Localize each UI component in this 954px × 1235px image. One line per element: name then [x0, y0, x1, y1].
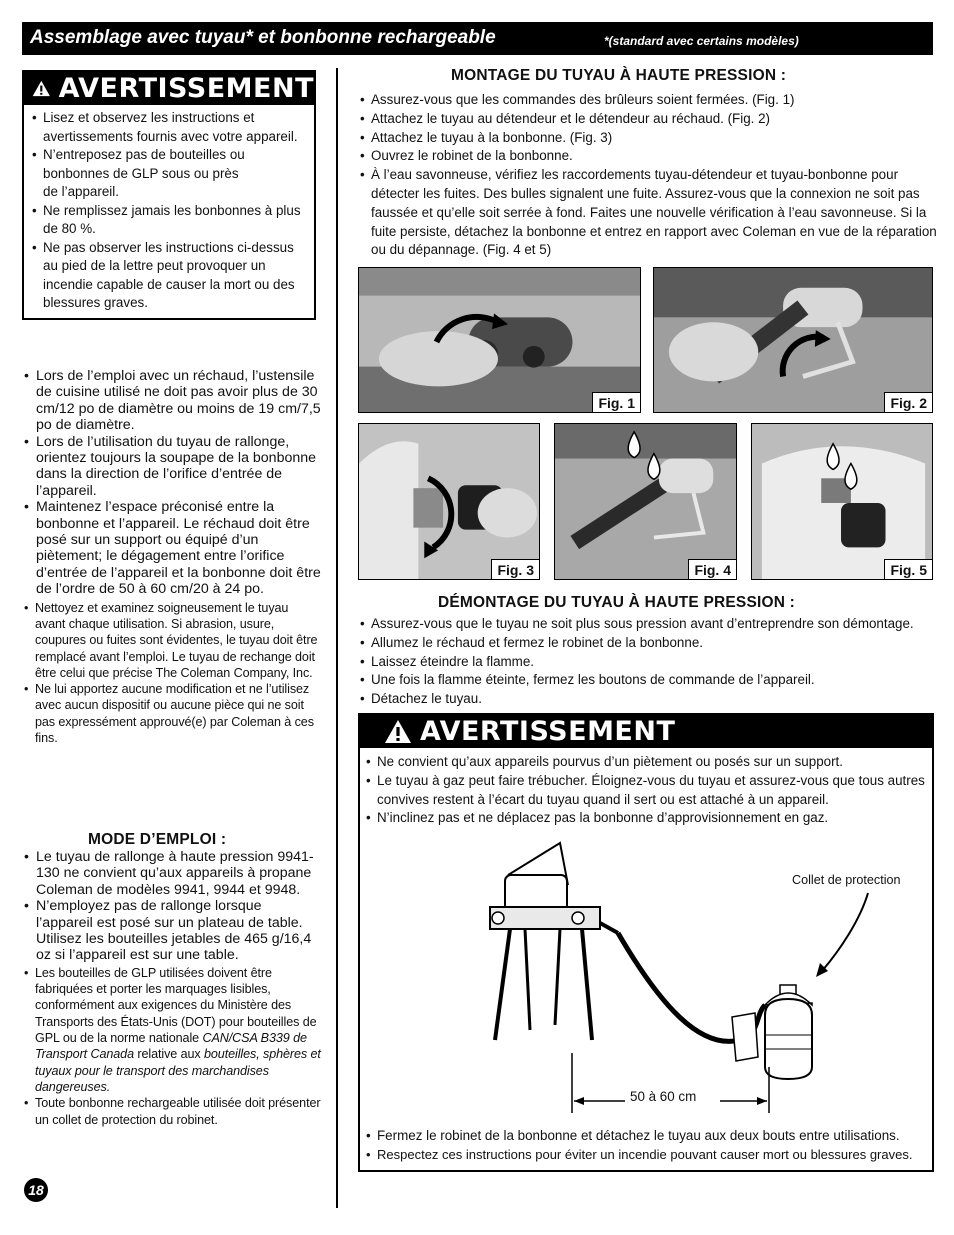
distance-label: 50 à 60 cm [630, 1089, 697, 1104]
list-item: • Ne lui apportez aucune modification et ne l’utilisez avec aucun dispositif ou aucune pièce qui ne soit pas expressément approuvé(e) par Coleman à ces fins. [22, 681, 322, 746]
list-item: • Ne remplissez jamais les bonbonnes à plus de 80 %. [30, 202, 308, 239]
left-bullets [22, 368, 322, 746]
list-item: • Assurez-vous que les commandes des brûleurs soient fermées. (Fig. 1) [358, 91, 938, 110]
list-item: • Le tuyau de rallonge à haute pression 9941-130 ne convient qu’aux appareils à propane Coleman de modèles 9941, 9944 et 9948. [22, 849, 322, 898]
list-item [22, 965, 322, 1095]
list-item: • Ne pas observer les instructions ci-dessus au pied de la lettre peut provoquer un incendie capable de causer la mort ou des blessures graves. [30, 239, 308, 313]
regulator-illustration [654, 268, 932, 412]
list-item: • Lisez et observez les instructions et avertissements fournis avec votre appareil. [30, 109, 308, 146]
warning-box-left [22, 70, 316, 320]
tank-connection-illustration [359, 424, 539, 579]
leak-check-tank-illustration [752, 424, 932, 579]
callout-collet: Collet de protection [792, 873, 901, 887]
list-item: • N’inclinez pas et ne déplacez pas la bonbonne d’approvisionnement en gaz. [364, 809, 926, 828]
montage-title: MONTAGE DU TUYAU À HAUTE PRESSION : [451, 67, 787, 84]
list-item: • Ouvrez le robinet de la bonbonne. [358, 147, 938, 166]
demontage-title: DÉMONTAGE DU TUYAU À HAUTE PRESSION : [438, 594, 796, 611]
list-item: • Attachez le tuyau au détendeur et le détendeur au réchaud. (Fig. 2) [358, 110, 938, 129]
list-item: • Allumez le réchaud et fermez le robinet de la bonbonne. [358, 634, 938, 653]
fig-4-label: Fig. 4 [688, 559, 736, 579]
figure-2-photo [653, 267, 933, 413]
list-item: • Toute bonbonne rechargeable utilisée doit présenter un collet de protection du robinet. [22, 1095, 322, 1128]
warning-box-right [358, 713, 934, 1172]
warning-triangle-icon [32, 76, 51, 101]
list-item: • Lors de l’emploi avec un réchaud, l’ustensile de cuisine utilisé ne doit pas avoir plus de 30 cm/12 po de diamètre ou moins de 19 cm/7,5 po de diamètre. [22, 368, 322, 434]
list-item: • Le tuyau à gaz peut faire trébucher. Éloignez-vous du tuyau et assurez-vous que tous autres convives restent à l’écart du tuyau quand il sert ou est attaché à un appareil. [364, 772, 926, 810]
warning-triangle-icon [384, 719, 412, 744]
list-item: • À l’eau savonneuse, vérifiez les raccordements tuyau-détendeur et tuyau-bonbonne pour détecter les fuites. Des bulles signalent une fuite. Assurez-vous que la connexion ne soit pas faussée et qu’elle soit serrée à fond. Faites une nouvelle vérification à l’eau savonneuse. Si la fuite persiste, détachez la bonbonne et entrez en rapport avec Coleman en vue de la réparation ou du dépannage. (Fig. 4 et 5) [358, 166, 938, 260]
mode-emploi-list [22, 849, 322, 1128]
fig-2-label: Fig. 2 [884, 392, 932, 412]
fig-5-label: Fig. 5 [884, 559, 932, 579]
list-item: • Nettoyez et examinez soigneusement le tuyau avant chaque utilisation. Si abrasion, usure, coupures ou fuites sont évidentes, le tuyau doit être remplacé avant l’emploi. Le tuyau de rechange doit être celui que précise The Coleman Company, Inc. [22, 600, 322, 681]
column-divider [336, 68, 338, 1208]
list-item: • Une fois la flamme éteinte, fermez les boutons de commande de l’appareil. [358, 671, 938, 690]
warning-header-left [24, 72, 314, 105]
glp-italic-a: CAN/CSA B339 de Transport Canada [35, 1031, 307, 1062]
list-item: • Maintenez l’espace préconisé entre la bonbonne et l’appareil. Le réchaud doit être posé sur un support ou équipé d’un piètement; le dégagement entre l’orifice d’entrée de l’appareil et la bonbonne doit être de l’ordre de 50 à 60 cm/20 à 24 po. [22, 499, 322, 597]
warning-title-left: AVERTISSEMENT [58, 73, 314, 104]
list-item: • Respectez ces instructions pour éviter un incendie pouvant causer mort ou blessures graves. [364, 1146, 930, 1165]
list-item: • N’entreposez pas de bouteilles ou bonbonnes de GLP sous ou près de l’appareil. [30, 146, 308, 202]
warning-list-right [364, 753, 926, 828]
list-item: • Attachez le tuyau à la bonbonne. (Fig. 3) [358, 129, 938, 148]
list-item: • Lors de l’utilisation du tuyau de rallonge, orientez toujours la soupape de la bonbonne dans la direction de l’orifice d’entrée de l’appareil. [22, 434, 322, 500]
list-item: • N’employez pas de rallonge lorsque l’appareil est posé sur un plateau de table. Utilisez les bouteilles jetables de 465 g/16,4 oz si l’appareil est sur une table. [22, 898, 322, 964]
figure-5-photo [751, 423, 933, 580]
warning-title-right: AVERTISSEMENT [420, 716, 676, 747]
fig-1-label: Fig. 1 [592, 392, 640, 412]
list-item: • Laissez éteindre la flamme. [358, 653, 938, 672]
list-item: • Détachez le tuyau. [358, 690, 938, 709]
demontage-list [358, 615, 938, 709]
glp-text-a: Les bouteilles de GLP utilisées doivent être fabriquées et porter les marquages lisibles, conformément aux exigences du Ministère des Transports des États-Unis (DOT) pour bouteilles de GPL ou de la norme nationale [35, 965, 317, 1046]
figure-3-photo [358, 423, 540, 580]
page-number: 18 [24, 1178, 48, 1202]
montage-list [358, 91, 938, 260]
header-note: *(standard avec certains modèles) [604, 34, 799, 48]
burner-control-illustration [359, 268, 640, 412]
warning-bottom-list [364, 1127, 930, 1165]
glp-italic-b: bouteilles, sphères et tuyaux pour le transport des marchandises dangereuses. [35, 1047, 321, 1094]
glp-text-b: relative aux [137, 1047, 201, 1062]
warning-header-right [360, 715, 932, 748]
figure-1-photo [358, 267, 641, 413]
list-item: • Ne convient qu’aux appareils pourvus d’un piètement ou posés sur un support. [364, 753, 926, 772]
leak-check-regulator-illustration [555, 424, 736, 579]
warning-list-left [30, 109, 308, 313]
page-title: Assemblage avec tuyau* et bonbonne rechargeable [30, 27, 496, 48]
mode-emploi-title: MODE D’EMPLOI : [88, 831, 227, 848]
figure-4-photo [554, 423, 737, 580]
fig-3-label: Fig. 3 [491, 559, 539, 579]
list-item: • Fermez le robinet de la bonbonne et détachez le tuyau aux deux bouts entre utilisations. [364, 1127, 930, 1146]
header-bar [22, 22, 933, 55]
list-item: • Assurez-vous que le tuyau ne soit plus sous pression avant d’entreprendre son démontage. [358, 615, 938, 634]
